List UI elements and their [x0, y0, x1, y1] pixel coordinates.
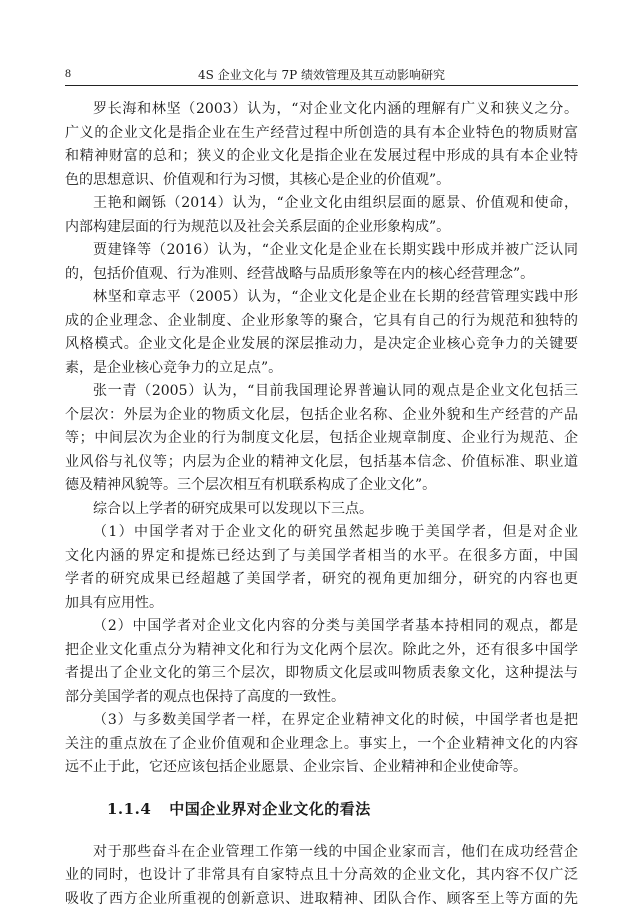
text-line: 业的同时，也设计了非常具有自家特点且十分高效的企业文化，其内容不仅广泛 — [65, 864, 578, 888]
text-line: 远不止于此，它还应该包括企业愿景、企业宗旨、企业精神和企业使命等。 — [65, 756, 578, 780]
text-line: 者提出了企业文化的第三个层次，即物质文化层或叫物质表象文化，这种提法与 — [65, 662, 578, 686]
text-line: 内部构建层面的行为规范以及社会关系层面的企业形象构成”。 — [65, 216, 578, 240]
section-heading — [65, 798, 578, 819]
section-title: 中国企业界对企业文化的看法 — [169, 800, 371, 818]
text-line: 广义的企业文化是指企业在生产经营过程中所创造的具有本企业特色的物质财富 — [65, 122, 578, 146]
text-line: （1）中国学者对于企业文化的研究虽然起步晚于美国学者，但是对企业 — [65, 521, 578, 545]
text-line: 贾建锋等（2016）认为，“企业文化是企业在长期实践中形成并被广泛认同 — [65, 239, 578, 263]
section-number: 1.1.4 — [107, 800, 151, 818]
page-number: 8 — [65, 66, 71, 81]
paragraph — [65, 498, 578, 522]
text-line: 成的企业理念、企业制度、企业形象等的聚合，它具有自己的行为规范和独特的 — [65, 310, 578, 334]
text-line: 素，是企业核心竞争力的立足点”。 — [65, 357, 578, 381]
text-line: 和精神财富的总和；狭义的企业文化是指企业在发展过程中形成的具有本企业特 — [65, 145, 578, 169]
text-line: 色的思想意识、价值观和行为习惯，其核心是企业的价值观”。 — [65, 169, 578, 193]
text-line: 把企业文化重点分为精神文化和行为文化两个层次。除此之外，还有很多中国学 — [65, 639, 578, 663]
text-line: 吸收了西方企业所重视的创新意识、进取精神、团队合作、顾客至上等方面的先 — [65, 888, 578, 911]
paragraph — [65, 286, 578, 380]
text-line: 文化内涵的界定和提炼已经达到了与美国学者相当的水平。在很多方面，中国 — [65, 545, 578, 569]
paragraph — [65, 192, 578, 239]
text-line: 部分美国学者的观点也保持了高度的一致性。 — [65, 686, 578, 710]
paragraph — [65, 841, 578, 911]
text-line: 林坚和章志平（2005）认为，“企业文化是企业在长期的经营管理实践中形 — [65, 286, 578, 310]
text-line: 等；中间层次为企业的行为制度文化层，包括企业规章制度、企业行为规范、企 — [65, 427, 578, 451]
text-line: 对于那些奋斗在企业管理工作第一线的中国企业家而言，他们在成功经营企 — [65, 841, 578, 865]
text-line: 综合以上学者的研究成果可以发现以下三点。 — [65, 498, 578, 522]
text-line: 业风俗与礼仪等；内层为企业的精神文化层，包括基本信念、价值标准、职业道 — [65, 451, 578, 475]
running-header — [65, 66, 578, 86]
paragraph — [65, 98, 578, 192]
text-line: 罗长海和林坚（2003）认为，“对企业文化内涵的理解有广义和狭义之分。 — [65, 98, 578, 122]
body-text — [65, 98, 578, 911]
text-line: 王艳和阚铄（2014）认为，“企业文化由组织层面的愿景、价值观和使命， — [65, 192, 578, 216]
text-line: 张一青（2005）认为，“目前我国理论界普遍认同的观点是企业文化包括三 — [65, 380, 578, 404]
paragraph — [65, 709, 578, 780]
text-line: （2）中国学者对企业文化内容的分类与美国学者基本持相同的观点，都是 — [65, 615, 578, 639]
text-line: 的，包括价值观、行为准则、经营战略与品质形象等在内的核心经营理念”。 — [65, 263, 578, 287]
text-line: 风格模式。企业文化是企业发展的深层推动力，是决定企业核心竞争力的关键要 — [65, 333, 578, 357]
text-line: 学者的研究成果已经超越了美国学者，研究的视角更加细分，研究的内容也更 — [65, 568, 578, 592]
paragraph — [65, 521, 578, 615]
running-title: 4S 企业文化与 7P 绩效管理及其互动影响研究 — [65, 66, 578, 83]
text-line: 关注的重点放在了企业价值观和企业理念上。事实上，一个企业精神文化的内容 — [65, 733, 578, 757]
text-line: （3）与多数美国学者一样，在界定企业精神文化的时候，中国学者也是把 — [65, 709, 578, 733]
header-rule — [65, 85, 578, 86]
text-line: 德及精神风貌等。三个层次相互有机联系构成了企业文化”。 — [65, 474, 578, 498]
text-line: 个层次：外层为企业的物质文化层，包括企业名称、企业外貌和生产经营的产品 — [65, 404, 578, 428]
paragraph — [65, 615, 578, 709]
paragraph — [65, 380, 578, 498]
paragraph — [65, 239, 578, 286]
text-line: 加具有应用性。 — [65, 592, 578, 616]
